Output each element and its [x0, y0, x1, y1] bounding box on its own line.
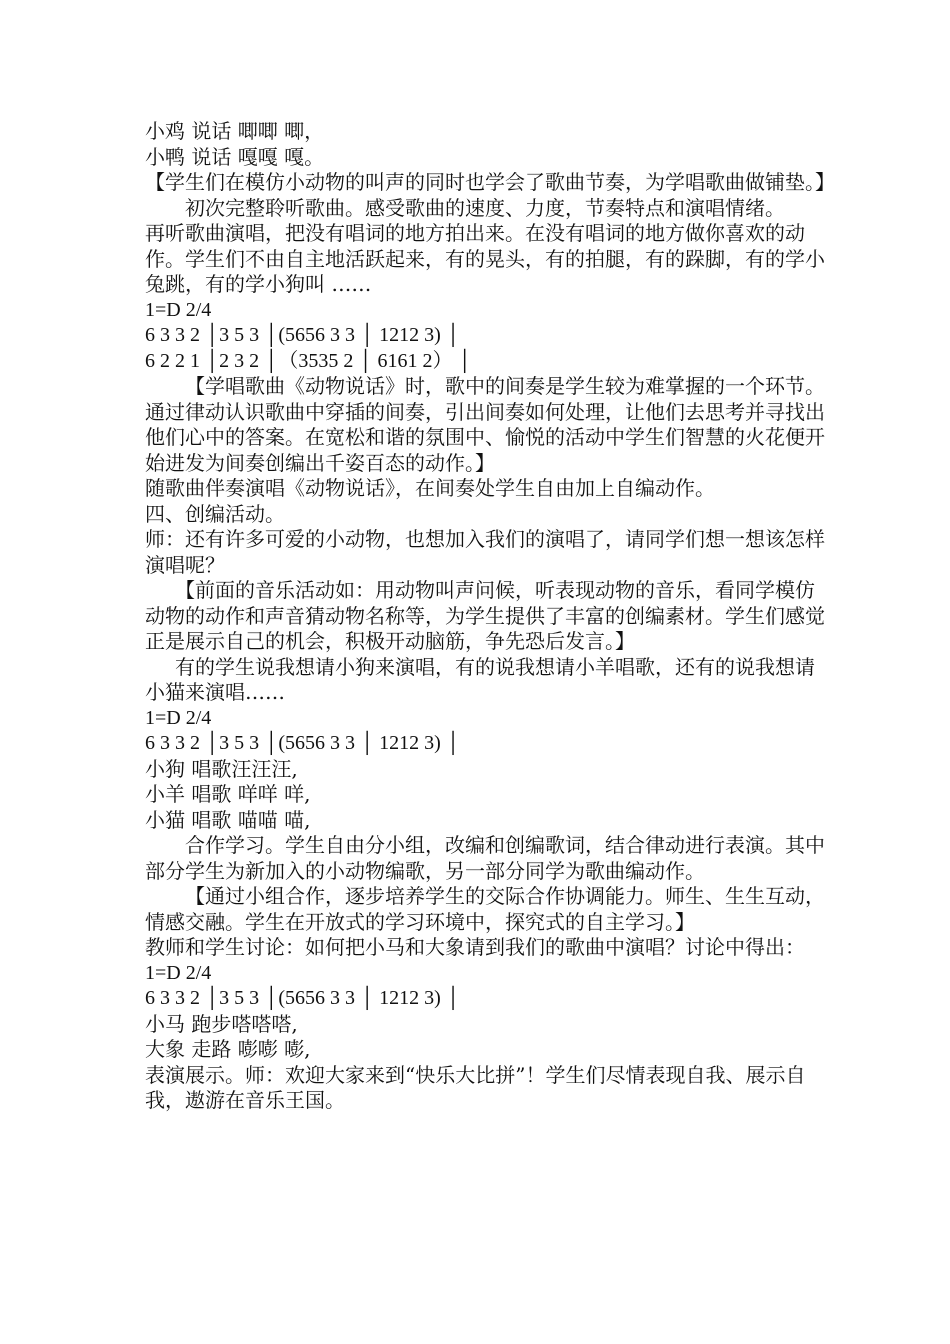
lyric-line-sheep: 小羊 唱歌 咩咩 咩,	[145, 782, 311, 806]
comment-paragraph: 【通过小组合作，逐步培养学生的交际合作协调能力。师生、生生互动，情感交融。学生在开放式的学习环境中，探究式的自主学习。】	[145, 884, 825, 934]
notation-line: 6 3 3 2 │3 5 3 │(5656 3 3 │ 1212 3) │	[145, 987, 460, 1009]
notation-line: 6 2 2 1 │2 3 2 │（3535 2 │ 6161 2） │	[145, 349, 472, 372]
comment-paragraph: 【学生们在模仿小动物的叫声的同时也学会了歌曲节奏，为学唱歌曲做铺垫。】	[145, 170, 835, 194]
lyric-line-elephant: 大象 走路 嘭嘭 嘭,	[145, 1037, 311, 1061]
key-signature: 1=D 2/4	[145, 706, 212, 729]
body-paragraph: 随歌曲伴奏演唱《动物说话》，在间奏处学生自由加上自编动作。	[145, 476, 715, 500]
lyric-line-duck: 小鸭 说话 嘎嘎 嘎。	[145, 144, 325, 169]
lyric-line-chick: 小鸡 说话 唧唧 唧，	[145, 119, 325, 143]
body-paragraph: 教师和学生讨论：如何把小马和大象请到我们的歌曲中演唱？讨论中得出：	[145, 935, 805, 959]
lyric-line-cat: 小猫 唱歌 喵喵 喵,	[145, 807, 311, 832]
lyric-line-dog: 小狗 唱歌汪汪汪,	[145, 756, 298, 781]
lyric-line-horse: 小马 跑步嗒嗒嗒,	[145, 1011, 298, 1036]
section-heading: 四、创编活动。	[145, 501, 285, 526]
body-paragraph: 有的学生说我想请小狗来演唱，有的说我想请小羊唱歌，还有的说我想请小猫来演唱……	[145, 654, 815, 704]
key-signature: 1=D 2/4	[145, 961, 212, 984]
comment-paragraph: 【学唱歌曲《动物说话》时，歌中的间奏是学生较为难掌握的一个环节。通过律动认识歌曲中穿插的间奏，引出间奏如何处理，让他们去思考并寻找出他们心中的答案。在宽松和谐的氛围中、愉悦的活动中学生们智慧的火花便开始进发为间奏创编出千姿百态的动作。】	[145, 374, 825, 475]
body-paragraph: 合作学习。学生自由分小组，改编和创编歌词，结合律动进行表演。其中部分学生为新加入的小动物编歌，另一部分同学为歌曲编动作。	[145, 833, 825, 883]
notation-line: 6 3 3 2 │3 5 3 │(5656 3 3 │ 1212 3) │	[145, 324, 460, 346]
document-body	[145, 119, 835, 1114]
body-paragraph: 再听歌曲演唱，把没有唱词的地方拍出来。在没有唱词的地方做你喜欢的动作。学生们不由自主地活跃起来，有的晃头，有的拍腿，有的跺脚，有的学小兔跳，有的学小狗叫 ……	[145, 221, 825, 296]
body-paragraph: 表演展示。师：欢迎大家来到“快乐大比拼”！学生们尽情表现自我、展示自我，遨游在音乐王国。	[145, 1062, 806, 1112]
body-paragraph: 师：还有许多可爱的小动物，也想加入我们的演唱了，请同学们想一想该怎样演唱呢？	[145, 527, 825, 577]
comment-paragraph: 【前面的音乐活动如：用动物叫声问候，听表现动物的音乐，看同学模仿动物的动作和声音猜动物名称等，为学生提供了丰富的创编素材。学生们感觉正是展示自己的机会，积极开动脑筋，争先恐后发言。】	[145, 578, 825, 653]
key-signature: 1=D 2/4	[145, 298, 212, 321]
body-paragraph: 初次完整聆听歌曲。感受歌曲的速度、力度，节奏特点和演唱情绪。	[185, 195, 785, 220]
notation-line: 6 3 3 2 │3 5 3 │(5656 3 3 │ 1212 3) │	[145, 732, 460, 754]
